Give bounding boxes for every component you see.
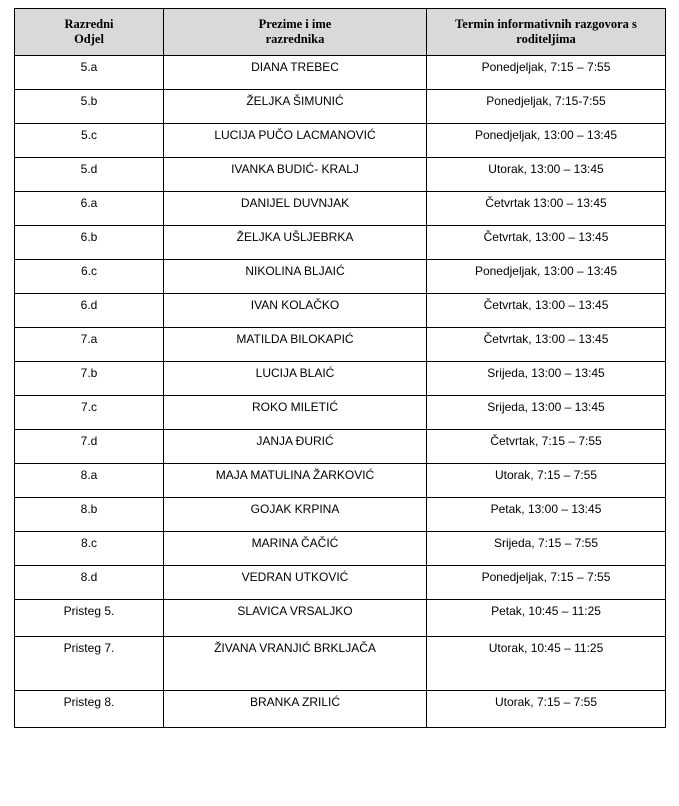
cell-class: 5.a bbox=[15, 56, 164, 90]
cell-teacher: JANJA ĐURIĆ bbox=[164, 430, 427, 464]
cell-class: 5.b bbox=[15, 90, 164, 124]
schedule-table bbox=[14, 8, 666, 728]
cell-term: Srijeda, 7:15 – 7:55 bbox=[427, 532, 666, 566]
table-row bbox=[15, 396, 666, 430]
table-row bbox=[15, 226, 666, 260]
cell-term: Petak, 10:45 – 11:25 bbox=[427, 600, 666, 637]
cell-class: 7.a bbox=[15, 328, 164, 362]
header-class bbox=[15, 9, 164, 56]
cell-term: Utorak, 13:00 – 13:45 bbox=[427, 158, 666, 192]
table-body bbox=[15, 56, 666, 728]
cell-teacher: ŽELJKA UŠLJEBRKA bbox=[164, 226, 427, 260]
cell-teacher: IVANKA BUDIĆ- KRALJ bbox=[164, 158, 427, 192]
table-row bbox=[15, 566, 666, 600]
header-teacher bbox=[164, 9, 427, 56]
cell-term: Četvrtak, 7:15 – 7:55 bbox=[427, 430, 666, 464]
cell-term: Petak, 13:00 – 13:45 bbox=[427, 498, 666, 532]
cell-term: Srijeda, 13:00 – 13:45 bbox=[427, 362, 666, 396]
cell-class: 7.d bbox=[15, 430, 164, 464]
cell-teacher: LUCIJA PUČO LACMANOVIĆ bbox=[164, 124, 427, 158]
cell-class: 7.b bbox=[15, 362, 164, 396]
cell-class: 6.b bbox=[15, 226, 164, 260]
cell-teacher: DIANA TREBEC bbox=[164, 56, 427, 90]
cell-teacher: VEDRAN UTKOVIĆ bbox=[164, 566, 427, 600]
cell-term: Četvrtak, 13:00 – 13:45 bbox=[427, 328, 666, 362]
cell-term: Ponedjeljak, 13:00 – 13:45 bbox=[427, 260, 666, 294]
cell-teacher: IVAN KOLAČKO bbox=[164, 294, 427, 328]
cell-term: Ponedjeljak, 13:00 – 13:45 bbox=[427, 124, 666, 158]
table-row bbox=[15, 56, 666, 90]
cell-teacher: DANIJEL DUVNJAK bbox=[164, 192, 427, 226]
table-row bbox=[15, 600, 666, 637]
cell-class: Pristeg 5. bbox=[15, 600, 164, 637]
cell-class: 7.c bbox=[15, 396, 164, 430]
cell-teacher: MAJA MATULINA ŽARKOVIĆ bbox=[164, 464, 427, 498]
cell-term: Ponedjeljak, 7:15 – 7:55 bbox=[427, 566, 666, 600]
cell-term: Četvrtak, 13:00 – 13:45 bbox=[427, 294, 666, 328]
cell-teacher: ROKO MILETIĆ bbox=[164, 396, 427, 430]
cell-class: Pristeg 8. bbox=[15, 691, 164, 728]
table-row bbox=[15, 192, 666, 226]
cell-teacher: ŽIVANA VRANJIĆ BRKLJAČA bbox=[164, 637, 427, 691]
cell-teacher: GOJAK KRPINA bbox=[164, 498, 427, 532]
cell-teacher: MARINA ČAČIĆ bbox=[164, 532, 427, 566]
cell-class: 8.d bbox=[15, 566, 164, 600]
header-class-line-2: Odjel bbox=[74, 32, 104, 46]
header-teacher-line-2: razrednika bbox=[265, 32, 325, 46]
header-teacher-line-1: Prezime i ime bbox=[258, 17, 332, 31]
cell-class: 8.a bbox=[15, 464, 164, 498]
cell-term: Utorak, 10:45 – 11:25 bbox=[427, 637, 666, 691]
cell-teacher: NIKOLINA BLJAIĆ bbox=[164, 260, 427, 294]
table-row bbox=[15, 124, 666, 158]
table-row bbox=[15, 430, 666, 464]
cell-teacher: SLAVICA VRSALJKO bbox=[164, 600, 427, 637]
header-class-line-1: Razredni bbox=[64, 17, 114, 31]
cell-class: 8.c bbox=[15, 532, 164, 566]
cell-teacher: MATILDA BILOKAPIĆ bbox=[164, 328, 427, 362]
cell-term: Ponedjeljak, 7:15 – 7:55 bbox=[427, 56, 666, 90]
cell-term: Ponedjeljak, 7:15-7:55 bbox=[427, 90, 666, 124]
table-row bbox=[15, 498, 666, 532]
cell-class: 6.c bbox=[15, 260, 164, 294]
cell-term: Četvrtak 13:00 – 13:45 bbox=[427, 192, 666, 226]
cell-class: Pristeg 7. bbox=[15, 637, 164, 691]
cell-class: 6.a bbox=[15, 192, 164, 226]
cell-class: 8.b bbox=[15, 498, 164, 532]
cell-teacher: BRANKA ZRILIĆ bbox=[164, 691, 427, 728]
table-row bbox=[15, 158, 666, 192]
table-row bbox=[15, 90, 666, 124]
table-row bbox=[15, 691, 666, 728]
header-term-line-1: Termin informativnih razgovora s bbox=[455, 17, 637, 31]
cell-term: Četvrtak, 13:00 – 13:45 bbox=[427, 226, 666, 260]
table-row bbox=[15, 328, 666, 362]
cell-class: 5.d bbox=[15, 158, 164, 192]
cell-class: 6.d bbox=[15, 294, 164, 328]
table-row bbox=[15, 532, 666, 566]
cell-term: Utorak, 7:15 – 7:55 bbox=[427, 464, 666, 498]
table-row bbox=[15, 637, 666, 691]
table-row bbox=[15, 464, 666, 498]
table-row bbox=[15, 260, 666, 294]
cell-term: Utorak, 7:15 – 7:55 bbox=[427, 691, 666, 728]
cell-class: 5.c bbox=[15, 124, 164, 158]
header-row bbox=[15, 9, 666, 56]
header-term bbox=[427, 9, 666, 56]
table-row bbox=[15, 362, 666, 396]
cell-term: Srijeda, 13:00 – 13:45 bbox=[427, 396, 666, 430]
header-term-line-2: roditeljima bbox=[516, 32, 576, 46]
table-row bbox=[15, 294, 666, 328]
cell-teacher: ŽELJKA ŠIMUNIĆ bbox=[164, 90, 427, 124]
cell-teacher: LUCIJA BLAIĆ bbox=[164, 362, 427, 396]
